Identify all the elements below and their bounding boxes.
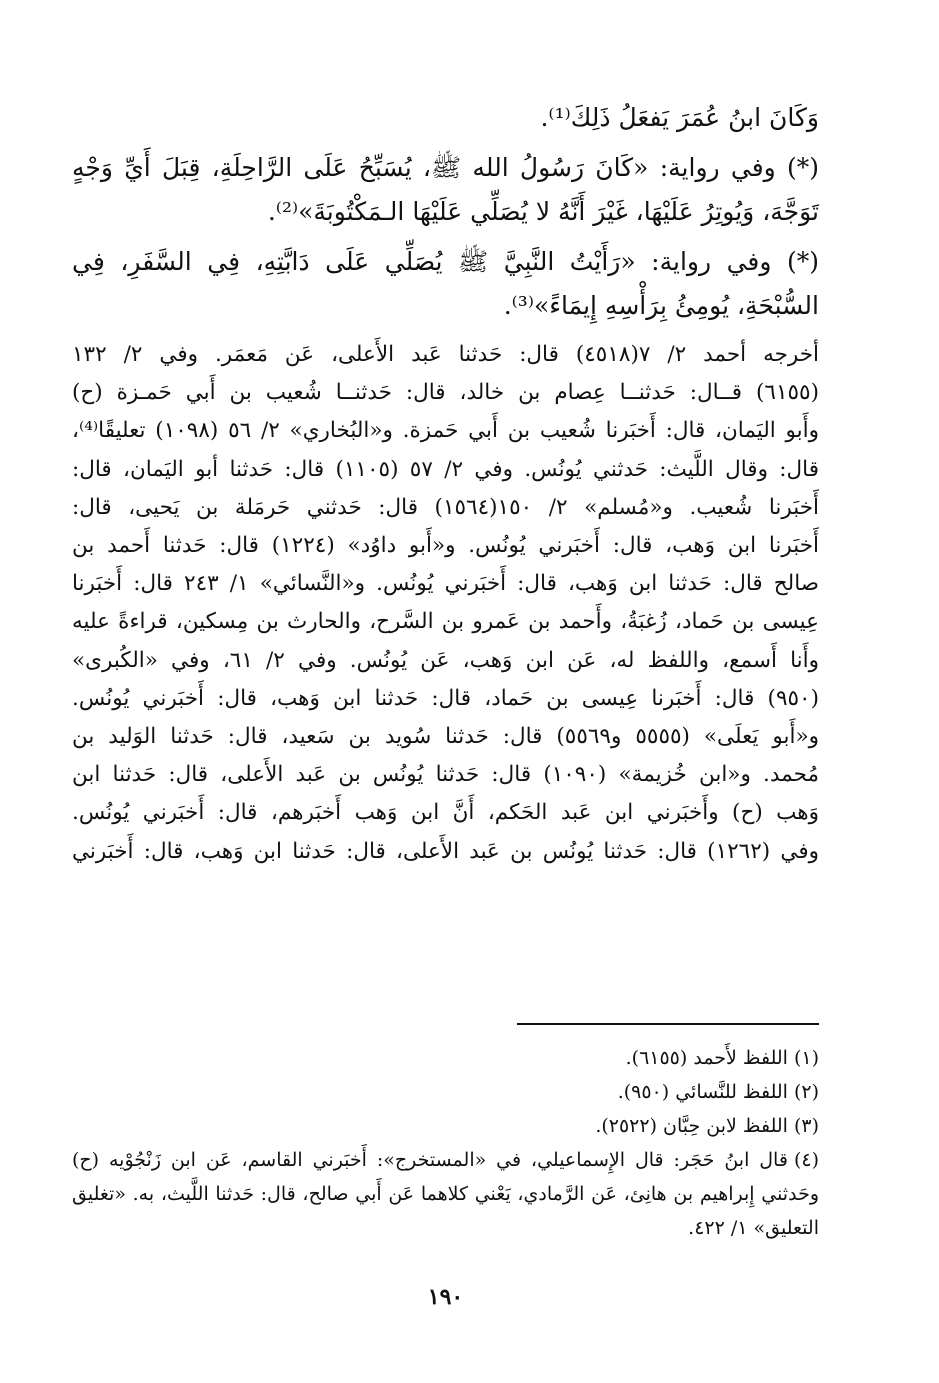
takhrij-line: أخرجه أحمد ٢/ ٧(٤٥١٨) قال: حَدثنا عَبد الأَعلى، عَن مَعمَر. وفي ٢/ ١٣٢: [72, 342, 820, 367]
footnote: [72, 1143, 819, 1245]
takhrij-line: وأَبو اليَمان، قال: أَخبَرنا شُعيب بن أَبي حَمزة. و«البُخاري» ٢/ ٥٦ (١٠٩٨) تعليقًا⁽⁴⁾،: [72, 418, 819, 444]
footnote-number: (٣): [793, 1115, 819, 1137]
footnotes: [72, 1041, 819, 1245]
footnote-number: (٢): [793, 1081, 819, 1103]
page-number: ١٩٠: [427, 1284, 464, 1310]
footnote-number: (١): [793, 1047, 819, 1069]
takhrij-line: قال: وقال اللَّيث: حَدثني يُونُس. وفي ٢/ ٥٧ (١١٠٥) قال: حَدثنا أبو اليَمان، قال:: [72, 456, 819, 482]
document-page: [72, 96, 819, 1343]
footnote: [72, 1041, 819, 1075]
takhrij-line: وفي (١٢٦٢) قال: حَدثنا يُونُس بن عَبد الأَعلى، قال: حَدثنا ابن وَهب، قال: أَخبَرني: [72, 838, 819, 864]
takhrij-paragraph: [72, 336, 819, 871]
takhrij-line: عِيسى بن حَماد، زُغبَةُ، وأَحمد بن عَمرو بن السَّرح، والحارث بن مِسكين، قراءةً عليه: [72, 609, 819, 635]
footnote: [72, 1109, 819, 1143]
footnote-text: اللفظ لابن حِبَّان (٢٥٢٢).: [595, 1115, 788, 1137]
takhrij-line: (٩٥٠) قال: أَخبَرنا عِيسى بن حَماد، قال: حَدثنا ابن وَهب، قال: أَخبَرني يُونُس.: [72, 685, 819, 711]
riwaya-paragraph: (*) وفي رواية: «رَأَيْتُ النَّبِيَّ ﷺ يُصَلِّي عَلَى دَابَّتِهِ، فِي السَّفَرِ، فِي السُّبْحَةِ، يُومِئُ بِرَأْسِهِ إِيمَاءً»⁽³⁾.: [72, 247, 819, 320]
takhrij-line: مُحمد. و«ابن خُزيمة» (١٠٩٠) قال: حَدثنا يُونُس بن عَبد الأَعلى، قال: حَدثنا ابن: [72, 762, 819, 788]
footnote: [72, 1075, 819, 1109]
takhrij-line: أَخبَرنا شُعيب. و«مُسلم» ٢/ ١٥٠(١٥٦٤) قال: حَدثني حَرمَلة بن يَحيى، قال:: [72, 494, 819, 520]
hadith-line: وَكَانَ ابنُ عُمَرَ يَفعَلُ ذَلِكَ⁽¹⁾.: [540, 103, 819, 132]
hadith-text: [72, 96, 819, 328]
footnote-text: اللفظ لأَحمد (٦١٥٥).: [625, 1047, 788, 1069]
takhrij-line: صالح قال: حَدثنا ابن وَهب، قال: أَخبَرني يُونُس. و«النَّسائي» ١/ ٢٤٣ قال: أَخبَرنا: [72, 571, 819, 597]
takhrij-line: و«أَبو يَعلَى» (٥٥٥٥ و٥٥٦٩) قال: حَدثنا سُويد بن سَعيد، قال: حَدثنا الوَليد بن: [72, 724, 820, 750]
footnote-number: (٤): [793, 1149, 819, 1171]
takhrij-line: وأَنا أَسمع، واللفظ له، عَن ابن وَهب، عَن يُونُس. وفي ٢/ ٦١، وفي «الكُبرى»: [72, 647, 820, 673]
footnote-text: اللفظ للنَّسائي (٩٥٠).: [617, 1081, 788, 1103]
takhrij-line: وَهب (ح) وأَخبَرني ابن عَبد الحَكم، أَنَّ ابن وَهب أَخبَرهم، قال: أَخبَرني يُونُس.: [72, 800, 819, 826]
footnote-divider: [517, 1023, 819, 1025]
takhrij-line: أَخبَرنا ابن وَهب، قال: أَخبَرني يُونُس. و«أَبو داوُد» (١٢٢٤) قال: حَدثنا أَحمد بن: [72, 533, 819, 559]
riwaya-paragraph: (*) وفي رواية: «كَانَ رَسُولُ الله ﷺ، يُسَبِّحُ عَلَى الرَّاحِلَةِ، قِبَلَ أَيِّ وَجْهٍ تَوَجَّهَ، وَيُوتِرُ عَلَيْهَا، غَيْرَ أَنَّهُ لا يُصَلِّي عَلَيْهَا الـمَكْتُوبَةَ»⁽²⁾.: [72, 153, 819, 226]
takhrij-line: (٦١٥٥) قــال: حَدثنــا عِصام بن خالد، قال: حَدثنــا شُعيب بن أَبي حَمـزة (ح): [72, 380, 819, 406]
footnote-text: قال ابنُ حَجَر: قال الإِسماعيلي، في «المستخرج»: أَخبَرني القاسم، عَن ابن زَنْجُوْيه (ح) وحَدثني إِبراهيم بن هانِئ، عَن الرَّمادي، يَعْني كلاهما عَن أَبي صالح، قال: حَدثنا اللَّيث، به. «تغليق التعليق» ١/ ٤٢٢.: [72, 1149, 819, 1239]
